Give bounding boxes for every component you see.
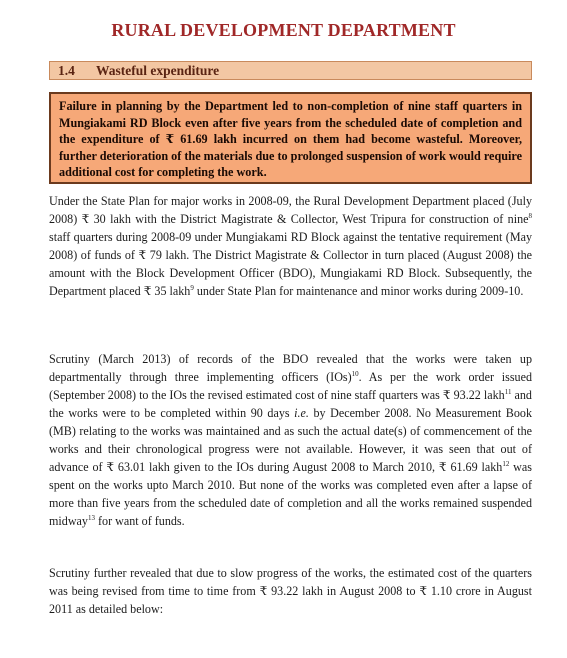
text-run: Under the State Plan for major works in 2008-09, the Rural Development Department placed (July 2008) ₹ 30 lakh with the District Magistrate & Collector, West Tripura for construction of nine <box>49 194 532 226</box>
text-run: staff quarters during 2008-09 under Mungiakami RD Block against the tentative requirement (May 2008) of funds of ₹ 79 lakh. The District Magistrate & Collector in turn placed (August 2008) the amount with the Block Development Officer (BDO), Mungiakami RD Block. Subsequently, the Department placed ₹ 35 lakh <box>49 230 532 298</box>
text-run: by December 2008. No Measurement Book (MB) relating to the works was maintained and as such the actual date(s) of commencement of the works and their chronological progress were not available. However, it was seen that out of advance of ₹ 63.01 lakh given to the IOs during August 2008 to March 2010, ₹ 61.69 lakh <box>49 406 532 474</box>
text-run: . As per the work order issued (September 2008) to the IOs the revised estimated cost of nine staff quarters was ₹ 93.22 lakh <box>49 370 532 402</box>
section-number: 1.4 <box>58 62 75 78</box>
section-title: Wasteful expenditure <box>96 62 220 78</box>
footnote-ref: 13 <box>87 513 95 522</box>
footnote-ref: 8 <box>528 211 532 220</box>
footnote-ref: 9 <box>190 283 194 292</box>
paragraph-1 <box>49 192 532 300</box>
text-run: and the works were to be completed within 90 days <box>49 388 532 420</box>
text-run: under State Plan for maintenance and minor works during 2009-10. <box>193 284 524 298</box>
italic-abbrev: i.e. <box>294 406 309 420</box>
footnote-ref: 10 <box>351 369 359 378</box>
section-heading <box>49 61 532 80</box>
footnote-ref: 12 <box>502 459 510 468</box>
paragraph-3 <box>49 564 532 618</box>
paragraph-2 <box>49 350 532 530</box>
department-title: RURAL DEVELOPMENT DEPARTMENT <box>111 20 456 40</box>
text-run: for want of funds. <box>94 514 185 528</box>
footnote-ref: 11 <box>504 387 512 396</box>
text-run: was spent on the works upto March 2010. But none of the works was completed even after a lapse of more than five years from the scheduled date of completion and all the works remained suspended midway <box>49 460 532 528</box>
text-run: Scrutiny further revealed that due to slow progress of the works, the estimated cost of the quarters was being revised from time to time from ₹ 93.22 lakh in August 2008 to ₹ 1.10 crore in August 2011 as detailed below: <box>49 566 532 616</box>
text-run: Scrutiny (March 2013) of records of the BDO revealed that the works were taken up departmentally through three implementing officers (IOs) <box>49 352 532 384</box>
summary-box: Failure in planning by the Department led to non-completion of nine staff quarters in Mungiakami RD Block even after five years from the scheduled date of completion and the expenditure of ₹ 61.69 lakh incurred on them had become wasteful. Moreover, further deterioration of the materials due to prolonged suspension of work would require additional cost for completing the work. <box>49 92 532 184</box>
